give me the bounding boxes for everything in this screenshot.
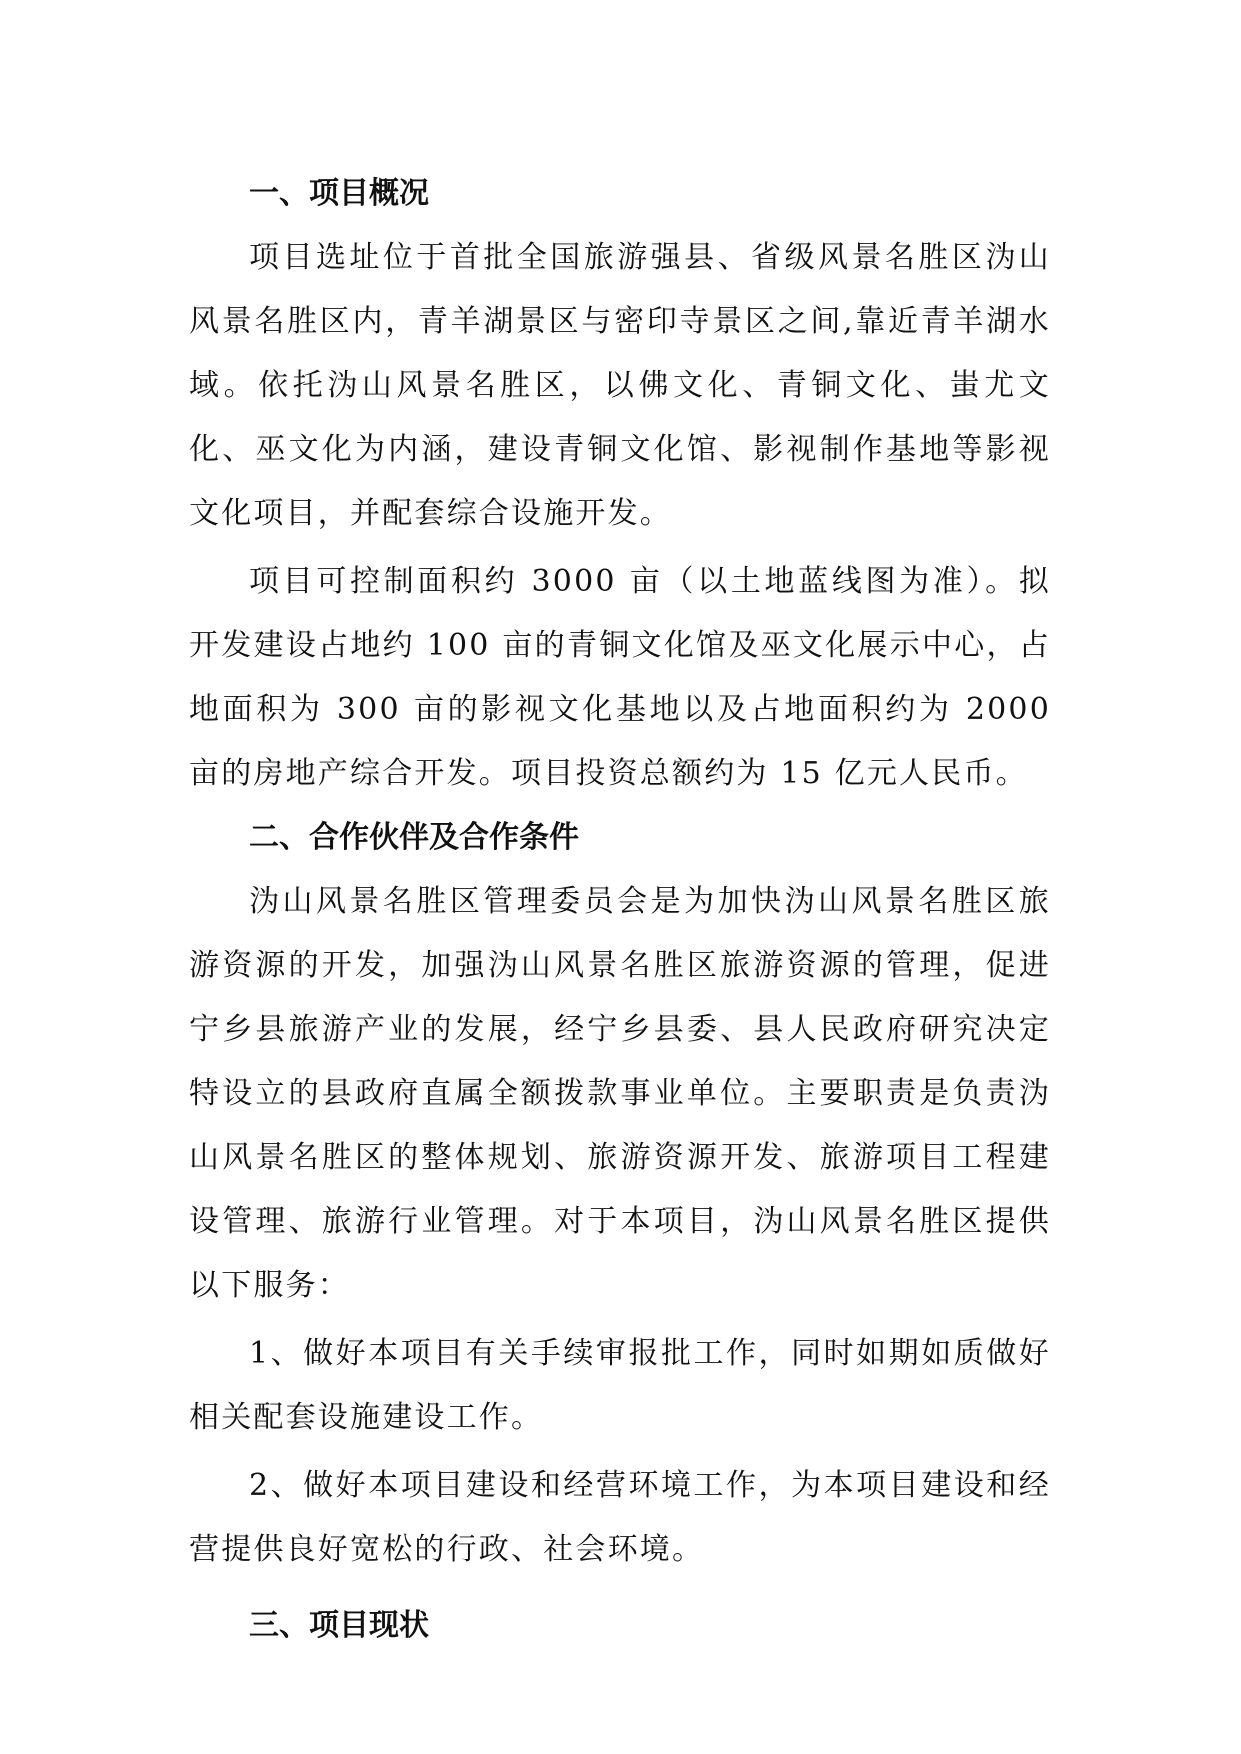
paragraph-project-location: 项目选址位于首批全国旅游强县、省级风景名胜区沩山风景名胜区内，青羊湖景区与密印寺景区之间,靠近青羊湖水域。依托沩山风景名胜区，以佛文化、青铜文化、蚩尤文化、巫文化为内涵，建设青铜文化馆、影视制作基地等影视文化项目，并配套综合设施开发。: [189, 240, 1051, 531]
paragraph-service-item-1: 1、做好本项目有关手续审报批工作，同时如期如质做好相关配套设施建设工作。: [189, 1336, 1051, 1435]
paragraph-management-committee: 沩山风景名胜区管理委员会是为加快沩山风景名胜区旅游资源的开发，加强沩山风景名胜区旅游资源的管理，促进宁乡县旅游产业的发展，经宁乡县委、县人民政府研究决定特设立的县政府直属全额拨款事业单位。主要职责是负责沩山风景名胜区的整体规划、旅游资源开发、旅游项目工程建设管理、旅游行业管理。对于本项目，沩山风景名胜区提供以下服务：: [189, 884, 1051, 1303]
paragraph-service-item-2: 2、做好本项目建设和经营环境工作，为本项目建设和经营提供良好宽松的行政、社会环境。: [189, 1468, 1051, 1567]
document-body: [189, 162, 1051, 1658]
section-heading-project-overview: 一、项目概况: [249, 176, 429, 211]
paragraph-project-area-investment: 项目可控制面积约 3000 亩（以土地蓝线图为准）。拟开发建设占地约 100 亩的青铜文化馆及巫文化展示中心，占地面积为 300 亩的影视文化基地以及占地面积约为 2000 亩的房地产综合开发。项目投资总额约为 15 亿元人民币。: [189, 564, 1051, 791]
section-heading-partners-conditions: 二、合作伙伴及合作条件: [249, 820, 579, 855]
section-heading-project-status: 三、项目现状: [249, 1608, 429, 1643]
